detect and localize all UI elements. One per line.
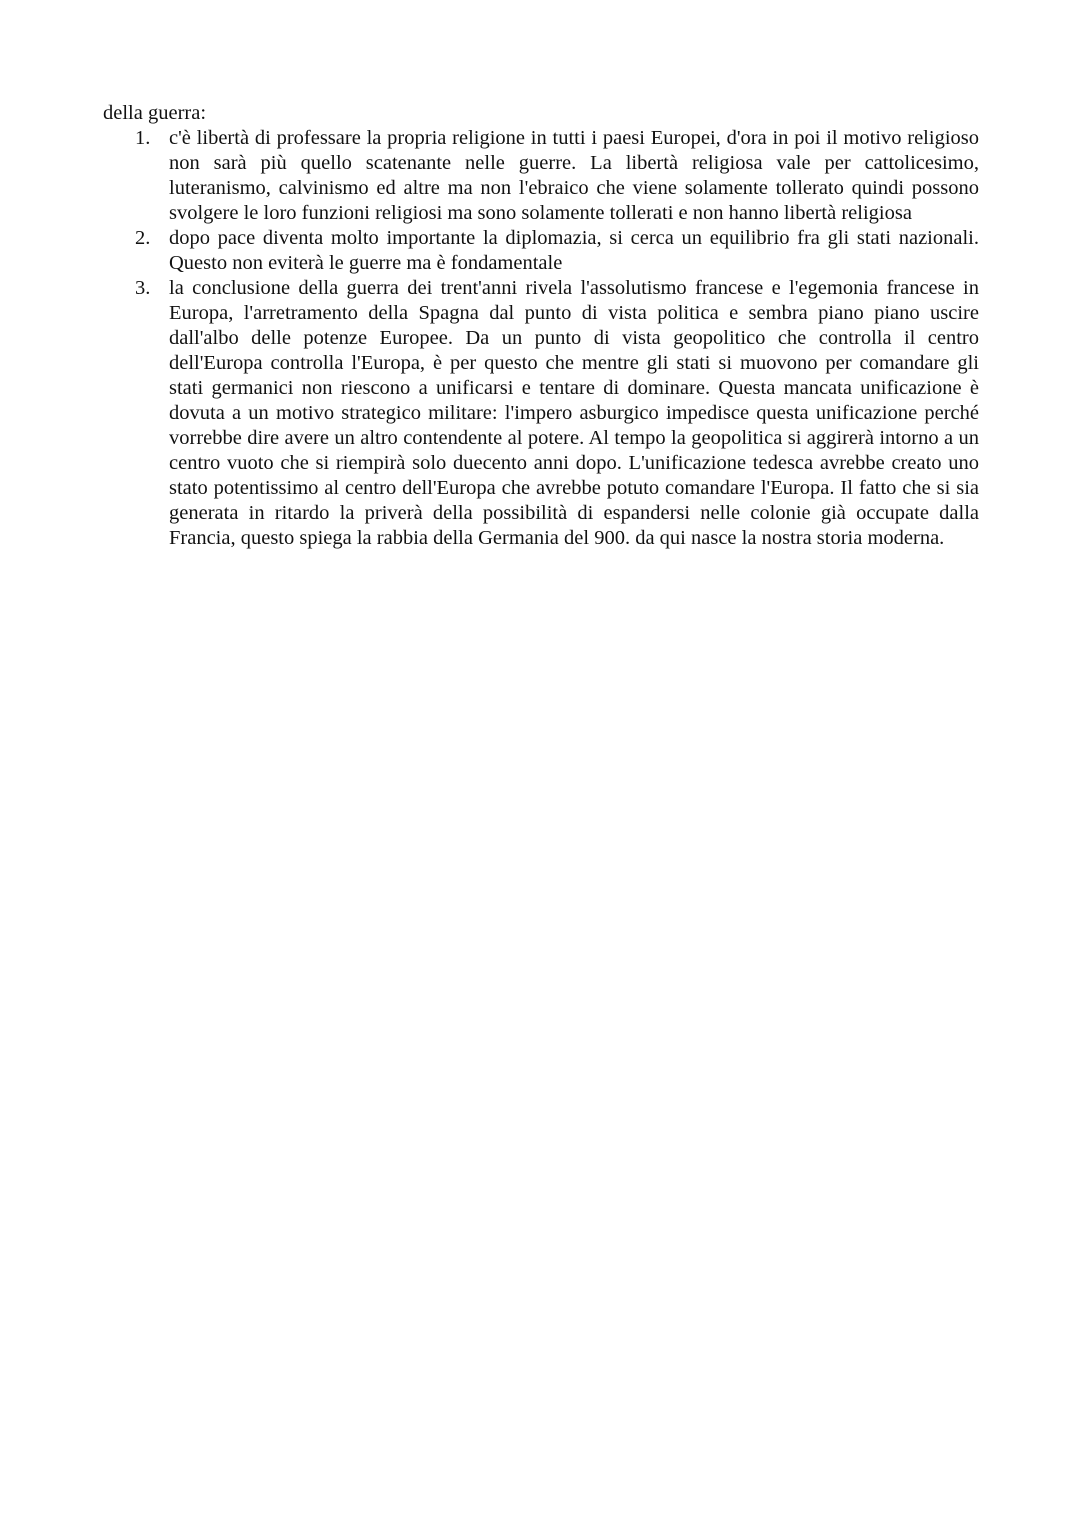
list-item: [103, 276, 979, 551]
list-item-number: 1.: [135, 127, 151, 149]
list-item-number: 3.: [135, 277, 151, 299]
intro-text: della guerra:: [103, 102, 207, 124]
list-item-number: 2.: [135, 227, 151, 249]
list-item-text: dopo pace diventa molto importante la diplomazia, si cerca un equilibrio fra gli stati nazionali. Questo non eviterà le guerre ma è fondamentale: [169, 227, 979, 274]
list-item-text: la conclusione della guerra dei trent'anni rivela l'assolutismo francese e l'egemonia francese in Europa, l'arretramento della Spagna dal punto di vista politica e sembra piano piano uscire dall'albo delle potenze Europee. Da un punto di vista geopolitico che controlla il centro dell'Europa controlla l'Europa, è per questo che mentre gli stati si muovono per comandare gli stati germanici non riescono a unificarsi e tentare di dominare. Questa mancata unificazione è dovuta a un motivo strategico militare: l'impero asburgico impedisce questa unificazione perché vorrebbe dire avere un altro contendente al potere. Al tempo la geopolitica si aggirerà intorno a un centro vuoto che si riempirà solo duecento anni dopo. L'unificazione tedesca avrebbe creato uno stato potentissimo al centro dell'Europa che avrebbe potuto comandare l'Europa. Il fatto che si sia generata in ritardo la priverà della possibilità di espandersi nelle colonie già occupate dalla Francia, questo spiega la rabbia della Germania del 900. da qui nasce la nostra storia moderna.: [169, 277, 979, 549]
list-item: [103, 226, 979, 276]
numbered-list: [103, 126, 979, 551]
list-item: [103, 126, 979, 226]
list-item-text: c'è libertà di professare la propria religione in tutti i paesi Europei, d'ora in poi il motivo religioso non sarà più quello scatenante nelle guerre. La libertà religiosa vale per cattolicesimo, luteranismo, calvinismo ed altre ma non l'ebraico che viene solamente tollerato quindi possono svolgere le loro funzioni religiosi ma sono solamente tollerati e non hanno libertà religiosa: [169, 127, 979, 224]
document-body: [103, 101, 979, 551]
